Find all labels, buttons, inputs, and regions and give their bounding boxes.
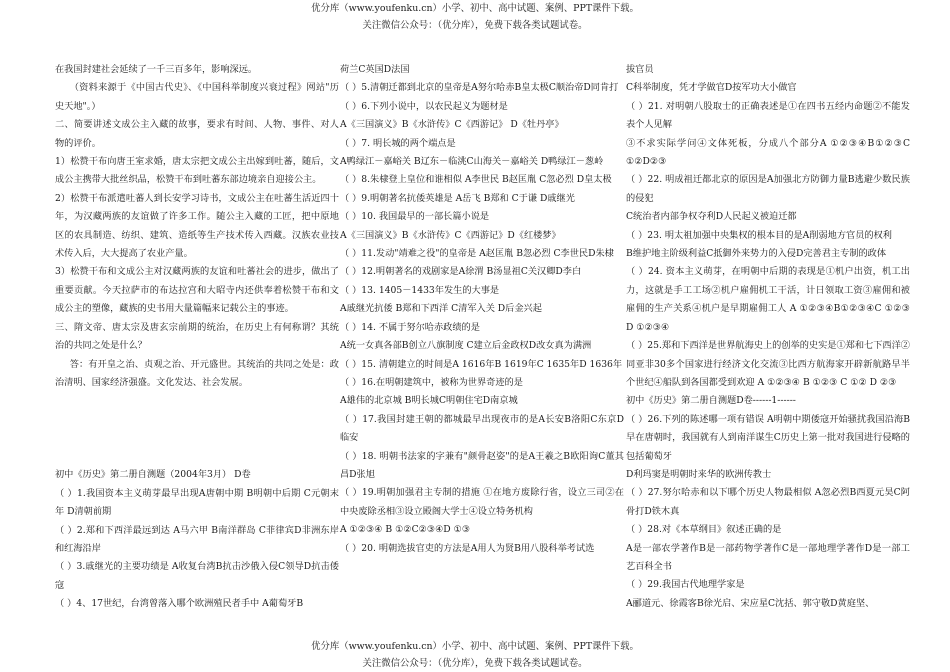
question: （ ）1.我国资本主义萌芽最早出现A唐朝中期 B明朝中后期 C元朝末年 D清朝前期 xyxy=(55,487,339,518)
paragraph: 2）松赞干布派遣吐蕃人到长安学习诗书，文成公主在吐蕃生活近四十年，为汉藏两族的友谊做了许多工作。随公主入藏的工匠，把中原地区的农具制造、纺织、建筑、造纸等生产技术传入西藏。汉族农业技术传入后，大大提高了农业产量。 xyxy=(55,192,339,260)
question: （ ）18. 明朝书法家的字兼有"颜骨赵姿"的是A王羲之B欧阳询C董其昌D张旭 xyxy=(340,450,624,480)
question: （ ）23. 明太祖加强中央集权的根本目的是A削弱地方官员的权利 xyxy=(626,229,892,241)
question: （ ）24. 资本主义萌芽，在明朝中后期的表现是①机户出资，机工出力，这就是手工工场②机户雇佣机工干活，计日领取工资③雇佣和被雇佣的生产关系④机户是早期雇佣工人 A ①②③④B①②③④C ①②③ D ①②③④ xyxy=(626,266,910,333)
question: （ ）16.在明朝建筑中，被称为世界奇迹的是 xyxy=(340,376,523,388)
options: A《三国演义》B《水浒传》C《西游记》 D《牡丹亭》 xyxy=(340,119,564,131)
options: A雄伟的北京城 B明长城C明朝住宅D南京城 xyxy=(340,395,518,407)
column-left xyxy=(55,61,339,614)
question: 三、隋文帝、唐太宗及唐玄宗前期的统治，在历史上有何称谓？其统治的共同之处是什么？ xyxy=(55,321,339,352)
question: （ ）3.戚继光的主要功绩是 A收复台湾B抗击沙俄入侵C领导D抗击倭寇 xyxy=(55,561,339,591)
spacer xyxy=(55,392,339,466)
options: B维护地主阶级利益C抵御外来势力的入侵D完善君主专制的政体 xyxy=(626,248,887,260)
question: 荷兰C英国D法国 xyxy=(340,64,410,75)
header-line-2: 关注微信公众号：（优分库），免费下载各类试题试卷。 xyxy=(362,20,588,31)
question: （ ）6.下列小说中，以农民起义为题材是 xyxy=(340,100,508,112)
options: A是一部农学著作B是一部药物学著作C是一部地理学著作D是一部工艺百科全书 xyxy=(626,542,910,572)
question: （ ）20. 明朝选拔官吏的方法是A用人为贤B用八股科举考试选 xyxy=(340,542,595,554)
page-header xyxy=(0,0,950,34)
question: （ ）22. 明成祖迁都北京的原因是A加强北方防御力量B逃避少数民族的侵犯 xyxy=(626,174,910,204)
question: （ ）29.我国古代地理学家是 xyxy=(626,579,745,591)
question: （ ）9.明朝著名抗倭英雄是 A岳飞 B郑和 C于谦 D戚继光 xyxy=(340,192,575,204)
options: A郦道元、徐霞客B徐光启、宋应星C沈括、郭守敬D黄庭坚、 xyxy=(626,597,875,609)
question: 拔官员 xyxy=(626,64,654,75)
header-line-1: 优分库（www.youfenku.cn）小学、初中、高中试题、案例、PPT课件下载。 xyxy=(311,3,639,14)
page-label: 初中《历史》第二册自测题D卷------1------ xyxy=(626,395,796,407)
section-title: 初中《历史》第二册自测题（2004年3月） D卷 xyxy=(55,469,251,481)
question: （ ）15. 清朝建立的时间是A 1616年B 1619年C 1635年D 1636年 xyxy=(340,358,623,370)
question: （ ）11.发动"靖难之役"的皇帝是 A赵匡胤 B忽必烈 C李世民D朱棣 xyxy=(340,248,614,260)
options: A《三国演义》B《水浒传》C《西游记》D《红楼梦》 xyxy=(340,229,561,241)
options: C科举制度，凭才学做官D按军功大小做官 xyxy=(626,82,797,94)
footer-line-1: 优分库（www.youfenku.cn）小学、初中、高中试题、案例、PPT课件下载。 xyxy=(311,641,639,652)
question: （ ）27.努尔哈赤和以下哪个历史人物最相似 A忽必烈B西夏元昊C阿骨打D铁木真 xyxy=(626,487,910,517)
question: （ ）2.郑和下西洋最远到达 A马六甲 B南洋群岛 C菲律宾D非洲东岸和红海沿岸 xyxy=(55,524,339,554)
question: （ ）10. 我国最早的一部长篇小说是 xyxy=(340,211,490,223)
question: （ ）28.对《本草纲目》叙述正确的是 xyxy=(626,524,782,536)
question: （ ）5.清朝迁都到北京的皇帝是A努尔哈赤B皇太极C顺治帝D同肯打 xyxy=(340,82,619,94)
paragraph: 1）松赞干布向唐王室求婚，唐太宗把文成公主出嫁到吐蕃，随后，文成公主携带大批丝织品，松赞干布到吐蕃东部边境亲自迎接公主。 xyxy=(55,156,339,186)
question: （ ）26.下列的陈述哪一项有错误 A明朝中期倭寇开始骚扰我国沿海B早在唐朝时，我国就有人到南洋谋生C历史上第一批对我国进行侵略的包括葡萄牙 xyxy=(626,413,910,462)
question: （ ）21. 对明朝八股取士的正确表述是①在四书五经内命题②不能发表个人见解 xyxy=(626,100,910,131)
answer: 答：有开皇之治、贞观之治、开元盛世。其统治的共同之处是：政治清明、国家经济强盛。文化发达、社会发展。 xyxy=(55,358,339,388)
question: （ ）4、17世纪，台湾曾落入哪个欧洲殖民者手中 A葡萄牙B xyxy=(55,598,304,610)
options: A统一女真各部B创立八旗制度 C建立后金政权D改女真为满洲 xyxy=(340,340,592,352)
options: A戚继光抗倭 B郑和下西洋 C清军入关 D后金兴起 xyxy=(340,303,542,315)
question: （ ）7. 明长城的两个端点是 xyxy=(340,137,456,149)
question: （ ）25.郑和下西洋是世界航海史上的创举的史实是①郑和七下西洋②同亚非30多个国家进行经济文化交流③比西方航海家开辟新航路早半个世纪④船队到各国都受到欢迎 A ①②③④ B ①②③ C ①② D ②③ xyxy=(626,340,910,388)
footer-line-2: 关注微信公众号：（优分库），免费下载各类试题试卷。 xyxy=(362,658,588,669)
paragraph: （资料来源于《中国古代史》、《中国科举制度兴衰过程》网站"历史天地"。） xyxy=(55,82,339,112)
options: ③不求实际学问④文体死板，分成八个部分A ①②③④B①②③C ①②D②③ xyxy=(626,137,910,168)
question: （ ）14. 不属于努尔哈赤政绩的是 xyxy=(340,321,480,333)
paragraph: 在我国封建社会延续了一千三百多年，影响深远。 xyxy=(55,64,258,75)
paragraph: 3）松赞干布和文成公主对汉藏两族的友谊和吐蕃社会的进步，做出了重要贡献。今天拉萨市的布达拉宫和大昭寺内还供奉着松赞干布和文成公主的塑像，藏族的史书用大量篇幅来记载公主的事迹。 xyxy=(55,266,339,315)
paragraph: 二、简要讲述文成公主入藏的故事，要求有时间、人物、事件、对人物的评价。 xyxy=(55,119,339,149)
question: （ ）8.朱棣登上皇位和谁相似 A李世民 B赵匡胤 C忽必烈 D皇太极 xyxy=(340,174,612,186)
options: A ①②③④ B ①②C②③④D ①③ xyxy=(340,524,471,536)
column-middle xyxy=(340,61,624,558)
options: D利玛窦是明朝时来华的欧洲传教士 xyxy=(626,468,772,480)
question: （ ）17.我国封建王朝的都城最早出现夜市的是A长安B洛阳C东京D临安 xyxy=(340,413,624,444)
column-right xyxy=(626,61,910,613)
options: C统治者内部争权夺利D人民起义被迫迁都 xyxy=(626,211,797,223)
question: （ ）12.明朝著名的戏剧家是A徐渭 B汤显祖C关汉卿D李白 xyxy=(340,266,582,278)
question: （ ）19.明朝加强君主专制的措施 ①在地方废除行省，设立三司②在中央废除丞相③设立殿阁大学士④设立特务机构 xyxy=(340,487,624,517)
options: A鸭绿江－嘉峪关 B辽东－临洮C山海关－嘉峪关 D鸭绿江－葱岭 xyxy=(340,156,604,168)
page-footer xyxy=(0,638,950,672)
question: （ ）13. 1405－1433年发生的大事是 xyxy=(340,284,500,296)
